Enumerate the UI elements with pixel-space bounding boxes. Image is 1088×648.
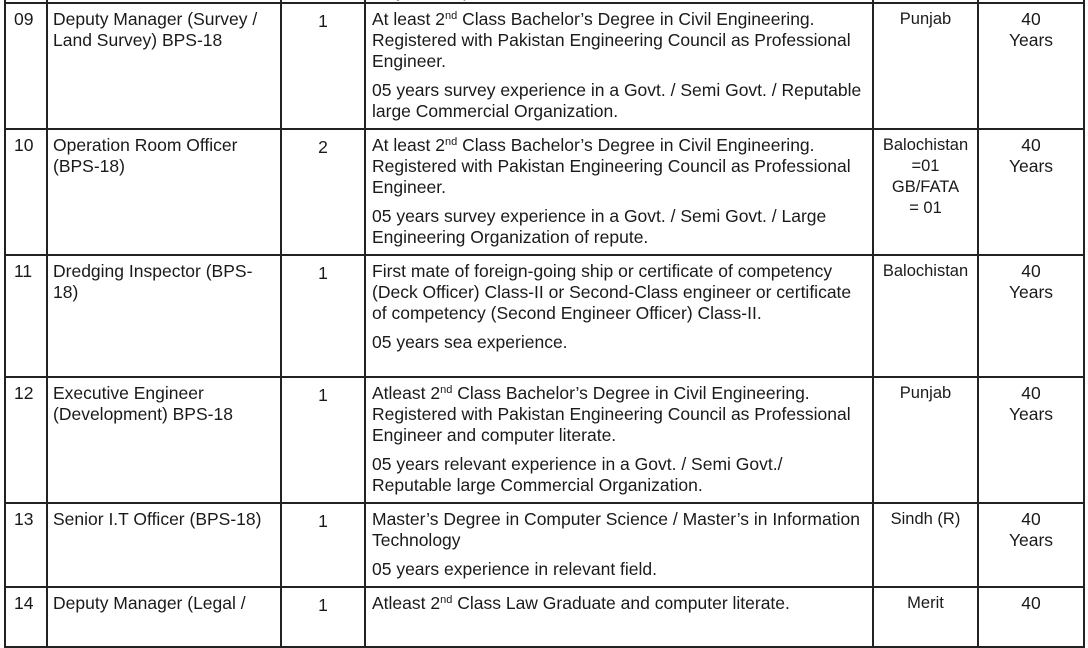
qualification-cell [365,3,873,129]
age-limit-value: 40 [1021,135,1041,155]
posts-count-cell [281,503,365,587]
post-title: Executive Engineer (Development) BPS-18 [53,383,233,424]
posts-count: 1 [318,11,328,31]
post-cell [47,377,281,503]
qualification-text-body: Class Law Graduate and computer literate. [452,593,790,613]
age-limit-unit: Years [1008,282,1054,302]
experience-text: 05 years survey experience in a Govt. / Semi Govt. / Large Engineering Organization of repute. [372,206,827,247]
age-limit-value: 40 [1021,509,1041,529]
qualification-text-body: Class Bachelor’s Degree in Civil Engineering. Registered with Pakistan Engineering Council as Professional Engineer. [372,135,851,197]
age-limit-unit: Years [1008,404,1054,424]
post-cell [47,587,281,647]
qualification-text [372,9,864,72]
experience-text: 05 years experience in relevant field. [372,559,658,579]
table-row [5,377,1084,503]
qualification-text [372,509,864,551]
post-title: Deputy Manager (Legal / [53,593,246,613]
age-cell [978,587,1084,647]
table-row [5,503,1084,587]
domicile-text: Punjab [899,10,952,28]
qualification-cell [365,255,873,377]
domicile-cell [873,3,978,129]
serial-cell [5,503,47,587]
qualification-text-body: Master’s Degree in Computer Science / Master’s in Information Technology [372,509,860,550]
post-cell [47,3,281,129]
ordinal-suffix: nd [440,384,453,396]
age-cell [978,3,1084,129]
serial-number: 12 [14,383,34,403]
post-cell [47,129,281,255]
table-row [5,129,1084,255]
qualification-text [372,593,864,614]
domicile-text: Merit [907,594,944,612]
domicile-text: GB/FATA [891,178,960,196]
ordinal-suffix: nd [444,10,458,22]
post-title: Senior I.T Officer (BPS-18) [53,509,262,529]
qualification-cell [365,503,873,587]
serial-cell [5,3,47,129]
serial-number: 09 [14,9,34,29]
domicile-text: Balochistan [882,262,969,280]
domicile-cell [873,129,978,255]
serial-number: 11 [14,261,33,281]
serial-number: 10 [14,135,34,155]
posts-count: 1 [318,385,328,405]
qualification-text [372,383,864,446]
posts-table-body [5,0,1084,647]
experience-text: 05 years survey experience in a Govt. / Semi Govt. / Reputable large Commercial Organization. [372,80,862,121]
serial-cell [5,129,47,255]
posts-count: 2 [318,137,328,157]
age-limit-value: 40 [1021,261,1041,281]
experience-text: 05 years relevant experience in a Govt. / Semi Govt./ Reputable large Commercial Organization. [372,454,783,495]
posts-count: 1 [318,263,328,283]
age-cell [978,129,1084,255]
posts-table [4,0,1085,648]
serial-cell [5,255,47,377]
domicile-text: Balochistan [882,136,969,154]
serial-cell [5,587,47,647]
age-cell [978,503,1084,587]
domicile-text: = 01 [909,199,942,217]
ordinal-suffix: nd [440,594,453,606]
experience-text: 05 years sea experience. [372,332,568,352]
domicile-cell [873,377,978,503]
posts-count-cell [281,255,365,377]
post-title: Dredging Inspector (BPS-18) [53,261,253,302]
qualification-cell [365,129,873,255]
domicile-text: Sindh (R) [890,510,961,528]
qualification-text-body: First mate of foreign-going ship or certificate of competency (Deck Officer) Class-II or Second-Class engineer or certificate of competency (Second Engineer Officer) Class-II. [372,261,852,323]
domicile-cell [873,255,978,377]
domicile-text: Punjab [899,384,952,402]
domicile-cell [873,587,978,647]
posts-count: 1 [318,511,328,531]
age-cell [978,255,1084,377]
age-cell [978,377,1084,503]
qualification-experience [372,0,864,2]
qualification-text-prefix: At least 2 [372,135,445,155]
table-row [5,587,1084,647]
domicile-cell [873,503,978,587]
age-limit-unit: Years [1008,156,1054,176]
qualification-text-prefix: Atleast 2 [372,383,441,403]
table-row [5,255,1084,377]
age-limit-value: 40 [1021,9,1041,29]
posts-count-cell [281,377,365,503]
table-row [5,3,1084,129]
domicile-text: =01 [911,157,940,175]
qualification-text [372,135,864,198]
qualification-text-prefix: At least 2 [372,9,445,29]
qualification-cell [365,377,873,503]
age-limit-unit: Years [1008,30,1054,50]
age-limit-value: 40 [1021,593,1041,613]
serial-cell [5,377,47,503]
age-limit-value: 40 [1021,383,1041,403]
qualification-cell [365,587,873,647]
qualification-text-body: Class Bachelor’s Degree in Civil Engineering. Registered with Pakistan Engineering Council as Professional Engineer. [372,9,851,71]
posts-count-cell [281,129,365,255]
post-cell [47,255,281,377]
posts-count-cell [281,3,365,129]
qualification-text-body: Class Bachelor’s Degree in Civil Engineering. Registered with Pakistan Engineering Council as Professional Engineer and computer literate. [372,383,851,445]
qualification-text [372,261,864,324]
age-limit-unit: Years [1008,530,1054,550]
posts-count: 1 [318,595,328,615]
post-cell [47,503,281,587]
post-title: Deputy Manager (Survey / Land Survey) BPS-18 [53,9,258,50]
qualification-text-prefix: Atleast 2 [372,593,441,613]
posts-count-cell [281,587,365,647]
post-title: Operation Room Officer (BPS-18) [53,135,238,176]
serial-number: 14 [14,593,34,613]
ordinal-suffix: nd [444,136,458,148]
serial-number: 13 [14,509,34,529]
